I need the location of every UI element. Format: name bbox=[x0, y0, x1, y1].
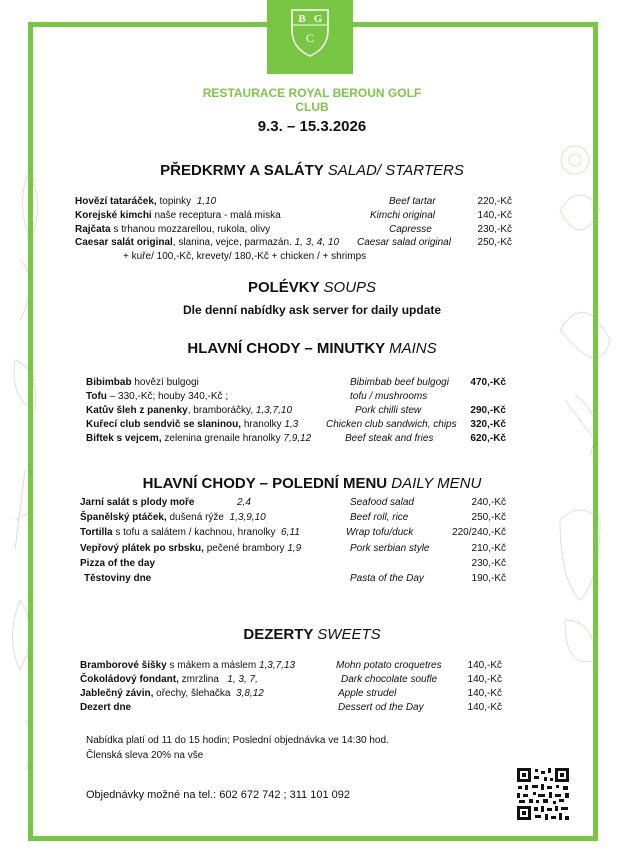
menu-item-en: Wrap tofu/duck bbox=[346, 527, 414, 538]
menu-item-price: 210,-Kč bbox=[471, 543, 506, 554]
logo-letter-c: C bbox=[305, 31, 315, 45]
soups-text: Dle denní nabídky ask server for daily update bbox=[182, 303, 442, 317]
menu-item-cz: Vepřový plátek po srbsku, pečené brambory 1,9 bbox=[80, 543, 302, 554]
menu-item-price: 140,-Kč bbox=[467, 674, 502, 685]
qr-code-icon[interactable] bbox=[515, 766, 571, 822]
menu-item-price: 240,-Kč bbox=[471, 497, 506, 508]
menu-item-cz: Dezert dne bbox=[80, 702, 132, 713]
menu-item-en: Chicken club sandwich, chips bbox=[326, 419, 457, 430]
menu-item-en: tofu / mushrooms bbox=[350, 391, 428, 402]
logo-letter-b: B bbox=[298, 13, 306, 25]
menu-item-price: 470,-Kč bbox=[470, 377, 506, 388]
menu-item-price: 290,-Kč bbox=[470, 405, 506, 416]
menu-item-en: Dessert od the Day bbox=[338, 702, 424, 713]
menu-item-allergens: 2,4 bbox=[237, 497, 251, 508]
menu-item-price: 320,-Kč bbox=[470, 419, 506, 430]
menu-item-cz: Katův šleh z panenky, bramboráčky, 1,3,7,10 bbox=[86, 405, 293, 416]
menu-item-price: 140,-Kč bbox=[467, 702, 502, 713]
menu-item-en: Capresse bbox=[389, 224, 432, 235]
bgc-logo bbox=[267, 0, 353, 74]
menu-item-price: 230,-Kč bbox=[471, 558, 506, 569]
restaurant-name bbox=[0, 86, 624, 114]
menu-item-price: 620,-Kč bbox=[470, 433, 506, 444]
section-title-daily: HLAVNÍ CHODY – POLEDNÍ MENU DAILY MENU bbox=[142, 475, 482, 492]
menu-item-price: 220,-Kč bbox=[477, 196, 512, 207]
menu-item-cz: Těstoviny dne bbox=[84, 573, 152, 584]
menu-item-en: Seafood salad bbox=[350, 497, 414, 508]
menu-item-price: 140,-Kč bbox=[477, 210, 512, 221]
menu-item-cz: Pizza of the day bbox=[80, 558, 156, 569]
starters-extras: + kuře/ 100,-Kč, krevety/ 180,-Kč + chicken / + shrimps bbox=[123, 251, 367, 262]
menu-item-en: Beef roll, rice bbox=[350, 512, 409, 523]
restaurant-name-line1: RESTAURACE ROYAL BEROUN GOLF bbox=[202, 86, 422, 100]
menu-item-cz: Tortilla s tofu a salátem / kachnou, hranolky 6,11 bbox=[80, 527, 300, 538]
menu-item-en: Caesar salad original bbox=[357, 237, 451, 248]
menu-item-cz: Čokoládový fondant, zmrzlina 1, 3, 7, bbox=[80, 674, 258, 685]
menu-item-cz: Bramborové šišky s mákem a máslem 1,3,7,13 bbox=[80, 660, 296, 671]
opening-hours-note: Nabídka platí od 11 do 15 hodin; Poslední objednávka ve 14:30 hod. bbox=[86, 735, 389, 746]
menu-item-cz: Jablečný závin, ořechy, šlehačka 3,8,12 bbox=[80, 688, 264, 699]
section-title-desserts: DEZERTY SWEETS bbox=[243, 626, 381, 643]
menu-item-cz: Biftek s vejcem, zelenina grenaile hranolky 7,9,12 bbox=[86, 433, 312, 444]
menu-item-price: 230,-Kč bbox=[477, 224, 512, 235]
menu-item-en: Beef steak and fries bbox=[345, 433, 434, 444]
menu-dates: 9.3. – 15.3.2026 bbox=[257, 118, 367, 135]
menu-item-en: Dark chocolate soufle bbox=[341, 674, 438, 685]
restaurant-name-line2: CLUB bbox=[295, 100, 329, 114]
menu-item-price: 220/240,-Kč bbox=[452, 527, 506, 538]
menu-item-en: Apple strudel bbox=[338, 688, 397, 699]
menu-item-price: 140,-Kč bbox=[467, 688, 502, 699]
shield-icon bbox=[267, 0, 353, 74]
menu-item-cz: Caesar salát original, slanina, vejce, parmazán. 1, 3, 4, 10 bbox=[75, 237, 340, 248]
menu-item-en: Beef tartar bbox=[389, 196, 436, 207]
menu-item-price: 190,-Kč bbox=[471, 573, 506, 584]
section-title-mains: HLAVNÍ CHODY – MINUTKY MAINS bbox=[187, 340, 437, 357]
menu-item-cz: Bibimbab hovězí bulgogi bbox=[86, 377, 199, 388]
menu-item-price: 140,-Kč bbox=[467, 660, 502, 671]
menu-item-en: Pork serbian style bbox=[350, 543, 430, 554]
menu-item-cz: Tofu – 330,-Kč; houby 340,-Kč ; bbox=[86, 391, 229, 402]
menu-item-en: Pork chilli stew bbox=[355, 405, 422, 416]
menu-border bbox=[28, 22, 598, 841]
logo-letter-g: G bbox=[313, 13, 323, 25]
member-discount-note: Členská sleva 20% na vše bbox=[86, 750, 204, 761]
menu-item-cz: Rajčata s trhanou mozzarellou, rukola, olivy bbox=[75, 224, 271, 235]
menu-item-en: Kimchi original bbox=[370, 210, 436, 221]
menu-item-price: 250,-Kč bbox=[477, 237, 512, 248]
menu-item-price: 250,-Kč bbox=[471, 512, 506, 523]
section-title-starters: PŘEDKRMY A SALÁTY SALAD/ STARTERS bbox=[160, 162, 464, 179]
section-title-soups: POLÉVKY SOUPS bbox=[247, 279, 377, 296]
menu-item-en: Bibimbab beef bulgogi bbox=[350, 377, 449, 388]
menu-item-cz: Hovězí tataráček, topinky 1,10 bbox=[75, 196, 217, 207]
menu-item-en: Pasta of the Day bbox=[350, 573, 424, 584]
menu-item-cz: Španělský ptáček, dušená rýže 1,3,9,10 bbox=[80, 512, 266, 523]
menu-item-en: Mohn potato croquetres bbox=[336, 660, 442, 671]
menu-item-cz: Korejské kimchi naše receptura - malá miska bbox=[75, 210, 281, 221]
menu-item-cz: Kuřecí club sendvič se slaninou, hranolky 1,3 bbox=[86, 419, 299, 430]
order-contact: Objednávky možné na tel.: 602 672 742 ; 311 101 092 bbox=[86, 789, 350, 801]
menu-item-cz: Jarní salát s plody moře bbox=[80, 497, 195, 508]
